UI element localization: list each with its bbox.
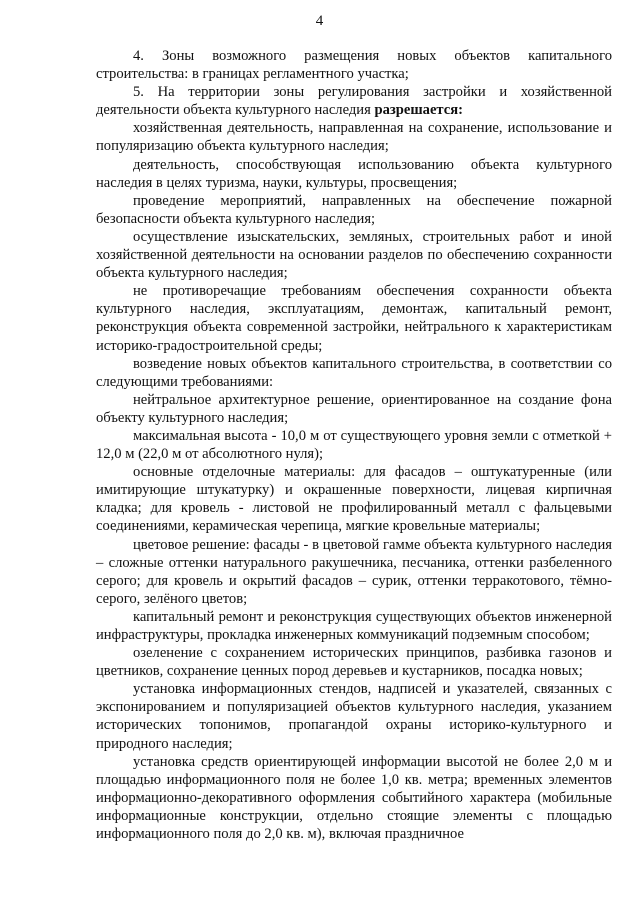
document-body	[96, 47, 612, 843]
paragraph: основные отделочные материалы: для фасадов – оштукатуренные (или имитирующие штукатурку) и окрашенные поверхности, лицевая кирпичная кладка; для кровель - листовой не профилированный металл с фальцевыми соединениями, керамическая черепица, мягкие кровельные материалы;	[96, 464, 612, 535]
paragraph: не противоречащие требованиям обеспечения сохранности объекта культурного наследия, эксплуатациям, демонтаж, капитальный ремонт, реконструкция объекта современной застройки, нейтрального к характеристикам историко-градостроительной среды;	[96, 283, 612, 354]
paragraph: деятельность, способствующая использованию объекта культурного наследия в целях туризма, науки, культуры, просвещения;	[96, 156, 612, 191]
paragraph: капитальный ремонт и реконструкция существующих объектов инженерной инфраструктуры, прокладка инженерных коммуникаций подземным способом;	[96, 608, 612, 643]
paragraph: установка средств ориентирующей информации высотой не более 2,0 м и площадью информационного поля не более 1,0 кв. метра; временных элементов информационно-декоративного оформления событийного характера (мобильные информационные конструкции, отдельно стоящие элементы с площадью информационного поля до 2,0 кв. м), включая праздничное	[96, 753, 612, 843]
paragraph: проведение мероприятий, направленных на обеспечение пожарной безопасности объекта культурного наследия;	[96, 192, 612, 227]
paragraph: нейтральное архитектурное решение, ориентированное на создание фона объекту культурного наследия;	[96, 391, 612, 426]
paragraph: цветовое решение: фасады - в цветовой гамме объекта культурного наследия – сложные оттенки натурального ракушечника, песчаника, оттенки разбеленного серого; для кровель и окрытий фасадов – сурик, оттенки терракотового, тёмно-серого, зелёного цветов;	[96, 536, 612, 607]
page-number: 4	[315, 13, 324, 29]
item-5-bold: разрешается:	[374, 102, 464, 119]
paragraph: осуществление изыскательских, земляных, строительных работ и иной хозяйственной деятельности на основании разделов по обеспечению сохранности объекта культурного наследия;	[96, 228, 612, 282]
paragraph: максимальная высота - 10,0 м от существующего уровня земли с отметкой + 12,0 м (22,0 м от абсолютного нуля);	[96, 427, 612, 463]
paragraph-item-4: 4. Зоны возможного размещения новых объектов капитального строительства: в границах регламентного участка;	[96, 48, 612, 83]
paragraph-item-5	[96, 83, 612, 119]
item-5-text: 5. На территории зоны регулирования застройки и хозяйственной деятельности объекта культурного наследия	[96, 84, 612, 119]
paragraph: возведение новых объектов капитального строительства, в соответствии со следующими требованиями:	[96, 355, 612, 390]
paragraph: установка информационных стендов, надписей и указателей, связанных с экспонированием и популяризацией объектов культурного наследия, указанием исторических топонимов, пропагандой охраны историко-культурного и природного наследия;	[96, 681, 612, 752]
paragraph: озеленение с сохранением исторических принципов, разбивка газонов и цветников, сохранение ценных пород деревьев и кустарников, посадка новых;	[96, 645, 612, 680]
paragraph: хозяйственная деятельность, направленная на сохранение, использование и популяризацию объекта культурного наследия;	[96, 120, 612, 155]
